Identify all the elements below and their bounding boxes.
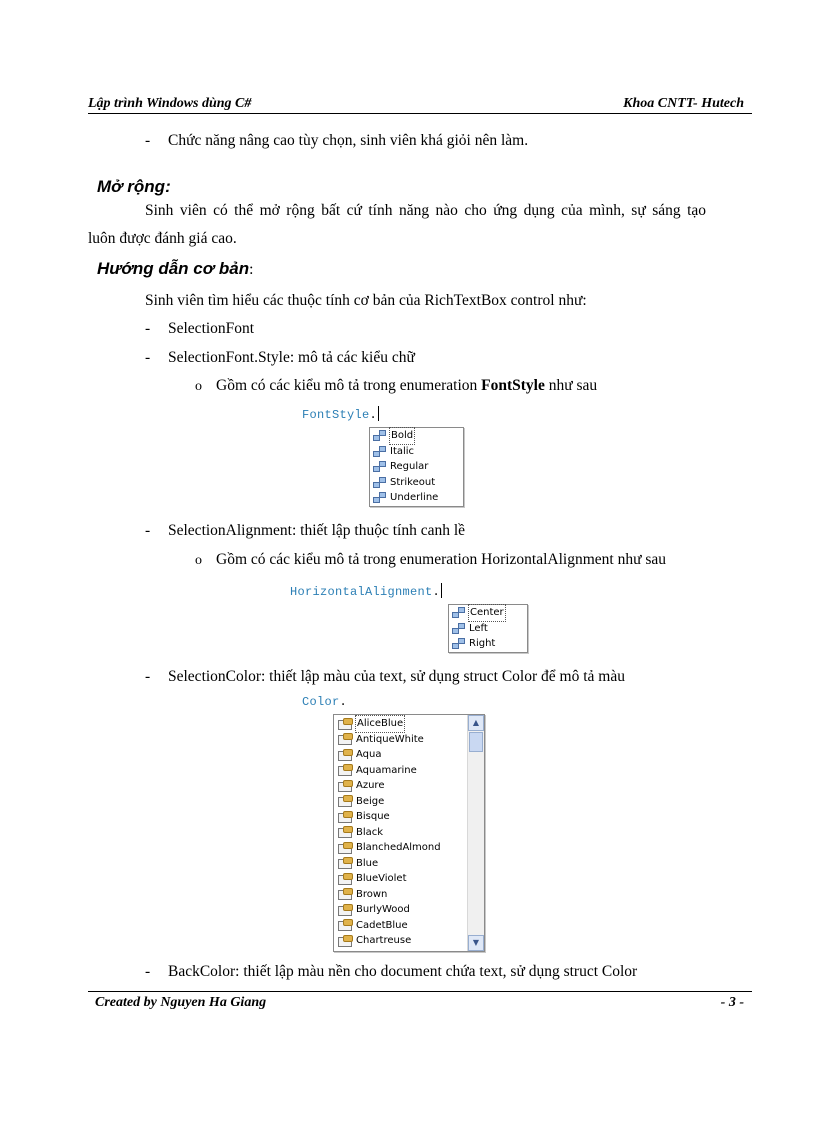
list-item[interactable]: Bold [370, 428, 463, 444]
property-icon [337, 733, 353, 745]
property-icon [337, 811, 353, 823]
bullet-dash: - [145, 522, 151, 539]
list-item[interactable]: Aquamarine [334, 763, 468, 779]
sub-bullet-circle: o [195, 553, 202, 568]
list-item[interactable]: Beige [334, 794, 468, 810]
section-title-guide [97, 259, 253, 279]
enum-member-icon [373, 492, 387, 503]
list-item[interactable]: Regular [370, 459, 463, 475]
list-item[interactable]: BurlyWood [334, 902, 468, 918]
sub-bullet-fontstyle [216, 377, 597, 395]
bullet-dash: - [145, 668, 151, 685]
bullet-selectionalignment: SelectionAlignment: thiết lập thuộc tính canh lề [168, 522, 466, 539]
header-right: Khoa CNTT- Hutech [623, 96, 744, 111]
code-color-dot: . [339, 695, 348, 709]
intro-line: Chức năng nâng cao tùy chọn, sinh viên khá giỏi nên làm. [168, 132, 529, 149]
section-title-extend: Mở rộng: [97, 177, 171, 196]
bullet-selectionfont-style: SelectionFont.Style: mô tả các kiểu chữ [168, 349, 415, 366]
sub-bullet-fontstyle-b: như sau [544, 377, 598, 394]
list-item[interactable]: Center [449, 605, 527, 621]
list-item[interactable]: Underline [370, 490, 463, 506]
code-alignment-dot: . [432, 585, 441, 599]
guide-intro: Sinh viên tìm hiểu các thuộc tính cơ bản của RichTextBox control như: [145, 292, 587, 309]
property-icon [337, 795, 353, 807]
property-icon [337, 718, 353, 730]
bullet-dash: - [145, 349, 151, 366]
list-item[interactable]: Bisque [334, 809, 468, 825]
code-color [302, 695, 347, 709]
property-icon [337, 857, 353, 869]
property-icon [337, 935, 353, 947]
property-icon [337, 826, 353, 838]
property-icon [337, 888, 353, 900]
enum-member-icon [452, 638, 466, 649]
sub-bullet-alignment: Gồm có các kiểu mô tả trong enumeration HorizontalAlignment như sau [216, 551, 667, 568]
scroll-down-arrow-icon[interactable]: ▼ [468, 935, 484, 951]
extend-paragraph-line1: Sinh viên có thể mở rộng bất cứ tính năng nào cho ứng dụng của mình, sự sáng tạo [145, 202, 707, 219]
list-item[interactable]: Left [449, 621, 527, 637]
property-icon [337, 873, 353, 885]
bullet-dash: - [145, 963, 151, 980]
property-icon [337, 842, 353, 854]
footer-left: Created by Nguyen Ha Giang [95, 995, 267, 1010]
vertical-scrollbar[interactable] [467, 715, 484, 951]
fontstyle-member-list[interactable] [369, 427, 464, 507]
guide-title-text: Hướng dẫn cơ bản [97, 259, 250, 278]
list-item[interactable]: Italic [370, 444, 463, 460]
text-caret [378, 406, 379, 421]
bullet-selectioncolor: SelectionColor: thiết lập màu của text, sử dụng struct Color để mô tả màu [168, 668, 625, 685]
scroll-up-arrow-icon[interactable]: ▲ [468, 715, 484, 731]
guide-title-colon: : [249, 261, 254, 278]
footer-rule [88, 991, 752, 992]
list-item[interactable]: CadetBlue [334, 918, 468, 934]
enum-member-icon [452, 607, 466, 618]
enum-member-icon [452, 623, 466, 634]
sub-bullet-circle: o [195, 379, 202, 394]
code-fontstyle-dot: . [369, 408, 378, 422]
enum-member-icon [373, 477, 387, 488]
property-icon [337, 780, 353, 792]
enum-member-icon [373, 430, 387, 441]
sub-bullet-fontstyle-a: Gồm có các kiểu mô tả trong enumeration [216, 377, 482, 394]
list-item[interactable]: Black [334, 825, 468, 841]
list-item[interactable]: Brown [334, 887, 468, 903]
list-item[interactable]: Chartreuse [334, 933, 468, 949]
property-icon [337, 904, 353, 916]
property-icon [337, 919, 353, 931]
list-item[interactable]: Right [449, 636, 527, 652]
extend-paragraph-line2: luôn được đánh giá cao. [88, 230, 237, 247]
bullet-dash: - [145, 320, 151, 337]
list-item[interactable]: AliceBlue [334, 716, 468, 732]
list-item[interactable]: Azure [334, 778, 468, 794]
color-member-list[interactable] [333, 714, 485, 952]
property-icon [337, 749, 353, 761]
scroll-thumb[interactable] [469, 732, 483, 752]
alignment-member-list[interactable] [448, 604, 528, 653]
code-fontstyle [302, 406, 379, 422]
bullet-backcolor: BackColor: thiết lập màu nền cho document chứa text, sử dụng struct Color [168, 963, 638, 980]
code-fontstyle-type: FontStyle [302, 408, 370, 422]
list-item[interactable]: Strikeout [370, 475, 463, 491]
bullet-selectionfont: SelectionFont [168, 320, 255, 337]
header-rule [88, 113, 752, 114]
text-caret [441, 583, 442, 598]
list-item[interactable]: Aqua [334, 747, 468, 763]
list-item[interactable]: Blue [334, 856, 468, 872]
property-icon [337, 764, 353, 776]
footer-page-number: - 3 - [720, 995, 744, 1010]
enum-member-icon [373, 446, 387, 457]
bullet-dash: - [145, 132, 151, 149]
code-color-type: Color [302, 695, 340, 709]
code-alignment-type: HorizontalAlignment [290, 585, 433, 599]
sub-bullet-fontstyle-bold: FontStyle [481, 377, 545, 394]
list-item[interactable]: BlueViolet [334, 871, 468, 887]
enum-member-icon [373, 461, 387, 472]
code-horizontalalignment [290, 583, 442, 599]
list-item[interactable]: AntiqueWhite [334, 732, 468, 748]
list-item[interactable]: BlanchedAlmond [334, 840, 468, 856]
header-left: Lập trình Windows dùng C# [88, 96, 252, 111]
